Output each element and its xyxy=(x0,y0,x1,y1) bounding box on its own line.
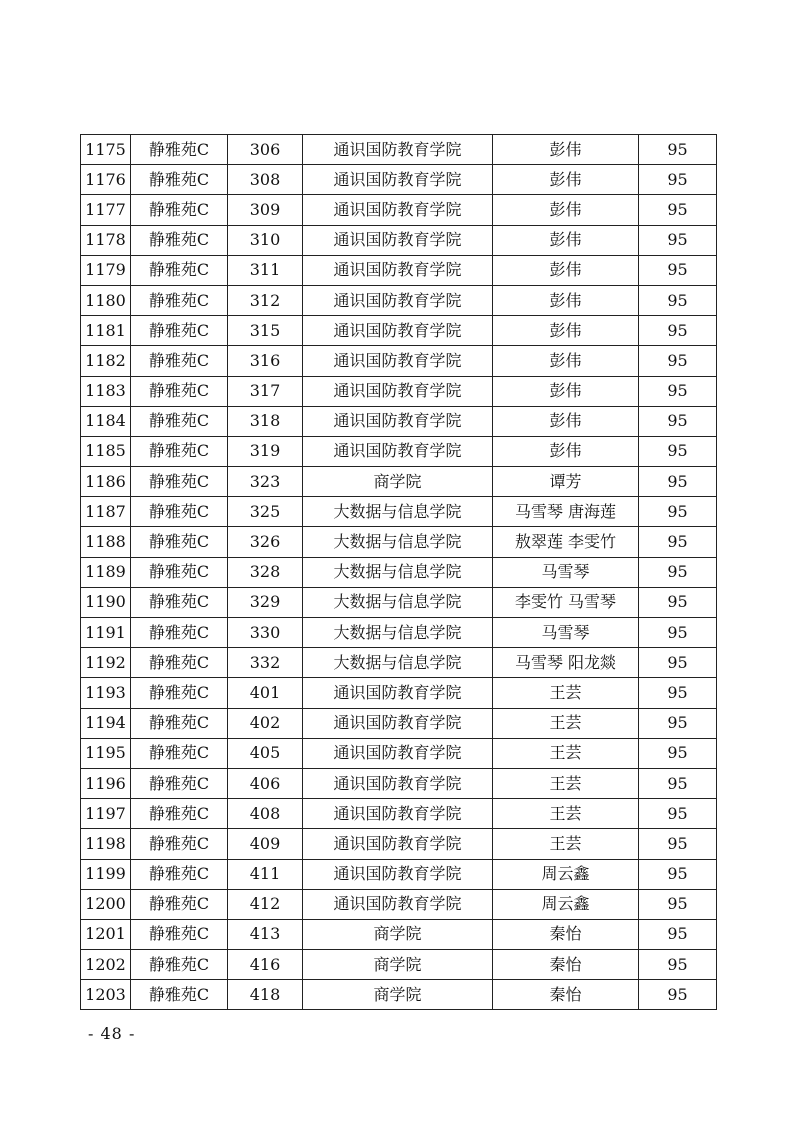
row-number-cell: 1195 xyxy=(81,738,131,768)
building-cell: 静雅苑C xyxy=(131,950,228,980)
score-cell: 95 xyxy=(639,829,717,859)
table-row xyxy=(81,738,717,768)
room-number-cell: 329 xyxy=(228,587,303,617)
room-number-cell: 412 xyxy=(228,889,303,919)
college-cell: 通识国防教育学院 xyxy=(303,195,493,225)
score-cell: 95 xyxy=(639,376,717,406)
room-number-cell: 411 xyxy=(228,859,303,889)
row-number-cell: 1179 xyxy=(81,255,131,285)
dormitory-score-table xyxy=(80,134,717,1010)
table-row xyxy=(81,255,717,285)
table-body xyxy=(81,135,717,1010)
score-cell: 95 xyxy=(639,950,717,980)
score-cell: 95 xyxy=(639,919,717,949)
table-row xyxy=(81,497,717,527)
building-cell: 静雅苑C xyxy=(131,376,228,406)
college-cell: 通识国防教育学院 xyxy=(303,889,493,919)
room-number-cell: 317 xyxy=(228,376,303,406)
building-cell: 静雅苑C xyxy=(131,285,228,315)
row-number-cell: 1176 xyxy=(81,165,131,195)
row-number-cell: 1191 xyxy=(81,618,131,648)
room-number-cell: 328 xyxy=(228,557,303,587)
table-row xyxy=(81,919,717,949)
row-number-cell: 1183 xyxy=(81,376,131,406)
college-cell: 大数据与信息学院 xyxy=(303,618,493,648)
building-cell: 静雅苑C xyxy=(131,255,228,285)
table-row xyxy=(81,436,717,466)
score-cell: 95 xyxy=(639,316,717,346)
score-cell: 95 xyxy=(639,225,717,255)
counselor-cell: 马雪琴 xyxy=(493,557,639,587)
row-number-cell: 1198 xyxy=(81,829,131,859)
room-number-cell: 316 xyxy=(228,346,303,376)
room-number-cell: 401 xyxy=(228,678,303,708)
college-cell: 通识国防教育学院 xyxy=(303,799,493,829)
room-number-cell: 308 xyxy=(228,165,303,195)
college-cell: 通识国防教育学院 xyxy=(303,376,493,406)
row-number-cell: 1196 xyxy=(81,768,131,798)
building-cell: 静雅苑C xyxy=(131,587,228,617)
building-cell: 静雅苑C xyxy=(131,738,228,768)
score-cell: 95 xyxy=(639,708,717,738)
score-cell: 95 xyxy=(639,859,717,889)
row-number-cell: 1201 xyxy=(81,919,131,949)
row-number-cell: 1186 xyxy=(81,467,131,497)
counselor-cell: 谭芳 xyxy=(493,467,639,497)
row-number-cell: 1187 xyxy=(81,497,131,527)
college-cell: 大数据与信息学院 xyxy=(303,557,493,587)
building-cell: 静雅苑C xyxy=(131,346,228,376)
room-number-cell: 326 xyxy=(228,527,303,557)
college-cell: 通识国防教育学院 xyxy=(303,165,493,195)
score-cell: 95 xyxy=(639,436,717,466)
college-cell: 通识国防教育学院 xyxy=(303,135,493,165)
room-number-cell: 416 xyxy=(228,950,303,980)
score-cell: 95 xyxy=(639,285,717,315)
building-cell: 静雅苑C xyxy=(131,919,228,949)
room-number-cell: 310 xyxy=(228,225,303,255)
counselor-cell: 彭伟 xyxy=(493,165,639,195)
building-cell: 静雅苑C xyxy=(131,799,228,829)
room-number-cell: 409 xyxy=(228,829,303,859)
building-cell: 静雅苑C xyxy=(131,678,228,708)
building-cell: 静雅苑C xyxy=(131,406,228,436)
score-cell: 95 xyxy=(639,255,717,285)
row-number-cell: 1190 xyxy=(81,587,131,617)
college-cell: 通识国防教育学院 xyxy=(303,738,493,768)
building-cell: 静雅苑C xyxy=(131,859,228,889)
counselor-cell: 敖翠莲 李雯竹 xyxy=(493,527,639,557)
table-row xyxy=(81,195,717,225)
row-number-cell: 1200 xyxy=(81,889,131,919)
row-number-cell: 1181 xyxy=(81,316,131,346)
college-cell: 通识国防教育学院 xyxy=(303,678,493,708)
counselor-cell: 彭伟 xyxy=(493,285,639,315)
score-cell: 95 xyxy=(639,467,717,497)
college-cell: 商学院 xyxy=(303,919,493,949)
counselor-cell: 王芸 xyxy=(493,708,639,738)
score-cell: 95 xyxy=(639,768,717,798)
table-row xyxy=(81,467,717,497)
college-cell: 商学院 xyxy=(303,950,493,980)
score-cell: 95 xyxy=(639,195,717,225)
table-row xyxy=(81,557,717,587)
college-cell: 通识国防教育学院 xyxy=(303,285,493,315)
table-row xyxy=(81,406,717,436)
counselor-cell: 王芸 xyxy=(493,678,639,708)
counselor-cell: 彭伟 xyxy=(493,436,639,466)
table-row xyxy=(81,799,717,829)
row-number-cell: 1178 xyxy=(81,225,131,255)
counselor-cell: 彭伟 xyxy=(493,316,639,346)
room-number-cell: 405 xyxy=(228,738,303,768)
room-number-cell: 318 xyxy=(228,406,303,436)
counselor-cell: 彭伟 xyxy=(493,376,639,406)
building-cell: 静雅苑C xyxy=(131,436,228,466)
building-cell: 静雅苑C xyxy=(131,467,228,497)
score-cell: 95 xyxy=(639,587,717,617)
row-number-cell: 1182 xyxy=(81,346,131,376)
counselor-cell: 彭伟 xyxy=(493,255,639,285)
room-number-cell: 406 xyxy=(228,768,303,798)
score-cell: 95 xyxy=(639,406,717,436)
college-cell: 通识国防教育学院 xyxy=(303,406,493,436)
table-row xyxy=(81,829,717,859)
room-number-cell: 413 xyxy=(228,919,303,949)
college-cell: 大数据与信息学院 xyxy=(303,587,493,617)
score-cell: 95 xyxy=(639,557,717,587)
score-cell: 95 xyxy=(639,165,717,195)
room-number-cell: 418 xyxy=(228,980,303,1010)
room-number-cell: 306 xyxy=(228,135,303,165)
table-row xyxy=(81,889,717,919)
table-row xyxy=(81,708,717,738)
room-number-cell: 309 xyxy=(228,195,303,225)
page-number: - 48 - xyxy=(88,1024,136,1043)
row-number-cell: 1177 xyxy=(81,195,131,225)
building-cell: 静雅苑C xyxy=(131,618,228,648)
building-cell: 静雅苑C xyxy=(131,980,228,1010)
building-cell: 静雅苑C xyxy=(131,829,228,859)
row-number-cell: 1193 xyxy=(81,678,131,708)
building-cell: 静雅苑C xyxy=(131,708,228,738)
row-number-cell: 1189 xyxy=(81,557,131,587)
row-number-cell: 1202 xyxy=(81,950,131,980)
table-row xyxy=(81,316,717,346)
room-number-cell: 312 xyxy=(228,285,303,315)
building-cell: 静雅苑C xyxy=(131,648,228,678)
college-cell: 通识国防教育学院 xyxy=(303,436,493,466)
building-cell: 静雅苑C xyxy=(131,225,228,255)
table-row xyxy=(81,678,717,708)
room-number-cell: 330 xyxy=(228,618,303,648)
row-number-cell: 1199 xyxy=(81,859,131,889)
college-cell: 大数据与信息学院 xyxy=(303,497,493,527)
counselor-cell: 秦怡 xyxy=(493,980,639,1010)
table-row xyxy=(81,768,717,798)
table-row xyxy=(81,618,717,648)
table-row xyxy=(81,135,717,165)
building-cell: 静雅苑C xyxy=(131,195,228,225)
counselor-cell: 王芸 xyxy=(493,768,639,798)
college-cell: 通识国防教育学院 xyxy=(303,225,493,255)
room-number-cell: 408 xyxy=(228,799,303,829)
counselor-cell: 马雪琴 xyxy=(493,618,639,648)
table-row xyxy=(81,950,717,980)
counselor-cell: 彭伟 xyxy=(493,225,639,255)
score-cell: 95 xyxy=(639,980,717,1010)
table-row xyxy=(81,859,717,889)
counselor-cell: 马雪琴 唐海莲 xyxy=(493,497,639,527)
score-cell: 95 xyxy=(639,497,717,527)
building-cell: 静雅苑C xyxy=(131,768,228,798)
college-cell: 大数据与信息学院 xyxy=(303,527,493,557)
building-cell: 静雅苑C xyxy=(131,165,228,195)
room-number-cell: 315 xyxy=(228,316,303,346)
college-cell: 通识国防教育学院 xyxy=(303,316,493,346)
building-cell: 静雅苑C xyxy=(131,527,228,557)
college-cell: 商学院 xyxy=(303,467,493,497)
room-number-cell: 323 xyxy=(228,467,303,497)
college-cell: 通识国防教育学院 xyxy=(303,708,493,738)
score-cell: 95 xyxy=(639,648,717,678)
counselor-cell: 彭伟 xyxy=(493,135,639,165)
row-number-cell: 1192 xyxy=(81,648,131,678)
building-cell: 静雅苑C xyxy=(131,316,228,346)
table-row xyxy=(81,376,717,406)
counselor-cell: 彭伟 xyxy=(493,195,639,225)
counselor-cell: 秦怡 xyxy=(493,950,639,980)
counselor-cell: 彭伟 xyxy=(493,406,639,436)
college-cell: 通识国防教育学院 xyxy=(303,859,493,889)
table-row xyxy=(81,648,717,678)
score-cell: 95 xyxy=(639,738,717,768)
row-number-cell: 1185 xyxy=(81,436,131,466)
counselor-cell: 王芸 xyxy=(493,738,639,768)
score-cell: 95 xyxy=(639,889,717,919)
score-cell: 95 xyxy=(639,678,717,708)
score-cell: 95 xyxy=(639,799,717,829)
room-number-cell: 402 xyxy=(228,708,303,738)
row-number-cell: 1184 xyxy=(81,406,131,436)
counselor-cell: 王芸 xyxy=(493,799,639,829)
score-cell: 95 xyxy=(639,527,717,557)
row-number-cell: 1180 xyxy=(81,285,131,315)
counselor-cell: 彭伟 xyxy=(493,346,639,376)
college-cell: 大数据与信息学院 xyxy=(303,648,493,678)
row-number-cell: 1175 xyxy=(81,135,131,165)
room-number-cell: 311 xyxy=(228,255,303,285)
counselor-cell: 秦怡 xyxy=(493,919,639,949)
room-number-cell: 319 xyxy=(228,436,303,466)
counselor-cell: 周云鑫 xyxy=(493,859,639,889)
college-cell: 通识国防教育学院 xyxy=(303,768,493,798)
table-row xyxy=(81,165,717,195)
score-cell: 95 xyxy=(639,346,717,376)
counselor-cell: 马雪琴 阳龙燚 xyxy=(493,648,639,678)
table-row xyxy=(81,980,717,1010)
building-cell: 静雅苑C xyxy=(131,135,228,165)
college-cell: 通识国防教育学院 xyxy=(303,255,493,285)
building-cell: 静雅苑C xyxy=(131,889,228,919)
table-row xyxy=(81,527,717,557)
table-row xyxy=(81,346,717,376)
score-cell: 95 xyxy=(639,618,717,648)
row-number-cell: 1197 xyxy=(81,799,131,829)
table-row xyxy=(81,587,717,617)
table-row xyxy=(81,285,717,315)
room-number-cell: 325 xyxy=(228,497,303,527)
college-cell: 商学院 xyxy=(303,980,493,1010)
score-cell: 95 xyxy=(639,135,717,165)
building-cell: 静雅苑C xyxy=(131,557,228,587)
counselor-cell: 周云鑫 xyxy=(493,889,639,919)
college-cell: 通识国防教育学院 xyxy=(303,346,493,376)
counselor-cell: 王芸 xyxy=(493,829,639,859)
college-cell: 通识国防教育学院 xyxy=(303,829,493,859)
building-cell: 静雅苑C xyxy=(131,497,228,527)
room-number-cell: 332 xyxy=(228,648,303,678)
row-number-cell: 1188 xyxy=(81,527,131,557)
row-number-cell: 1203 xyxy=(81,980,131,1010)
table-row xyxy=(81,225,717,255)
row-number-cell: 1194 xyxy=(81,708,131,738)
counselor-cell: 李雯竹 马雪琴 xyxy=(493,587,639,617)
